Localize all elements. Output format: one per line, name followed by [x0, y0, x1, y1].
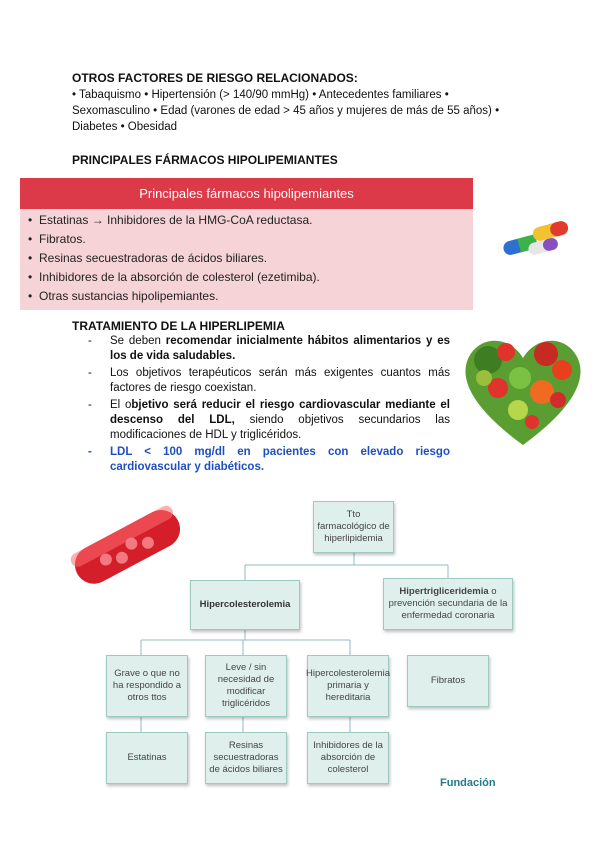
flow-node-severe: Grave o que no ha respondido a otros ttos: [106, 655, 188, 717]
flow-node-fibrates: Fibratos: [407, 655, 489, 707]
drugs-title: PRINCIPALES FÁRMACOS HIPOLIPEMIANTES: [72, 153, 338, 167]
list-item: • Resinas secuestradoras de ácidos biliares.: [28, 251, 268, 265]
banner-title: Principales fármacos hipolipemiantes: [20, 178, 473, 209]
list-item: - LDL < 100 mg/dl en pacientes con elevado riesgo cardiovascular y diabéticos.: [88, 446, 450, 473]
list-item: • Estatinas → Inhibidores de la HMG-CoA reductasa.: [28, 213, 313, 227]
treatment-title: TRATAMIENTO DE LA HIPERLIPEMIA: [72, 319, 285, 333]
list-item: - Se deben recomendar inicialmente hábitos alimentarios y es los de vida saludables.: [88, 335, 451, 362]
list-item: - Los objetivos terapéuticos serán más exigentes cuantos más factores de riesgo coexistan.: [88, 367, 450, 394]
list-item: - El objetivo será reducir el riesgo cardiovascular mediante el descenso del LDL, siendo objetivos secundarios las modificaciones de HDL y triglicéridos.: [88, 399, 450, 441]
list-item: • Inhibidores de la absorción de colesterol (ezetimiba).: [28, 270, 320, 284]
flow-node-ezetimibe: Inhibidores de la absorción de colesterol: [307, 732, 389, 784]
flow-node-statins: Estatinas: [106, 732, 188, 784]
flow-node-hypertriglyceridemia: Hipertrigliceridemia o prevención secundaria de la enfermedad coronaria: [383, 578, 513, 630]
flow-node-mild: Leve / sin necesidad de modificar triglicéridos: [205, 655, 287, 717]
list-item: • Fibratos.: [28, 232, 86, 246]
risk-factors-line2: Sexomasculino • Edad (varones de edad > 45 años y mujeres de más de 55 años) •: [72, 105, 500, 117]
risk-factors-line1: • Tabaquismo • Hipertensión (> 140/90 mmHg) • Antecedentes familiares •: [72, 89, 449, 101]
flow-node-primary: Hipercolesterolemia primaria y hereditaria: [307, 655, 389, 717]
list-item: • Otras sustancias hipolipemiantes.: [28, 289, 219, 303]
foundation-logo: Fundación: [440, 777, 496, 789]
risk-factors-title: OTROS FACTORES DE RIESGO RELACIONADOS:: [72, 71, 358, 85]
flow-node-hypercholesterolemia: Hipercolesterolemia: [190, 580, 300, 630]
flow-node-resins: Resinas secuestradoras de ácidos biliares: [205, 732, 287, 784]
risk-factors-line3: Diabetes • Obesidad: [72, 121, 178, 133]
flow-node-root: Tto farmacológico de hiperlipidemia: [313, 501, 394, 553]
